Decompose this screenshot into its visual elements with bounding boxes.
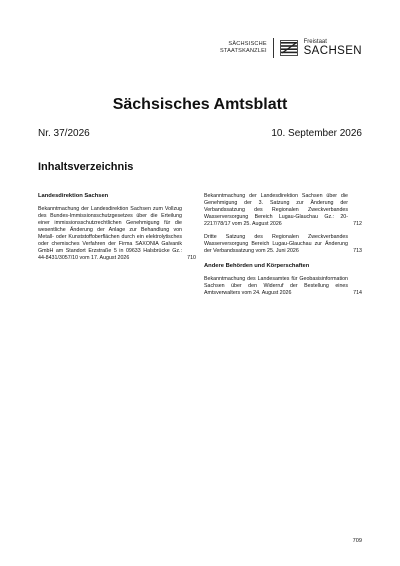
saxony-crest-icon	[280, 40, 298, 56]
kanzlei-line2: STAATSKANZLEI	[219, 48, 267, 54]
issue-date: 10. September 2026	[271, 128, 362, 139]
section-heading-landesdirektion: Landesdirektion Sachsen	[38, 193, 109, 199]
toc-entry-text: Bekanntmachung der Landesdirektion Sachsen zum Vollzug des Bundes-Immissionsschutzgesetzes über die Erteilung einer immissionsschutzrechtlichen Genehmigung für die wesentliche Änderung der Anlage zur Behandlung von Metall- oder Kunststoffoberflächen durch ein elektrolytisches oder chemisches Verfahren der Firma SAXONIA Galvanik GmbH am Standort Erzstraße 5 in 09633 Halsbrücke Gz.: 44-8431/3057/10 vom 17. August 2026	[38, 206, 182, 261]
header-logo	[220, 38, 362, 58]
toc-entry[interactable]	[204, 234, 362, 255]
page-title: Sächsisches Amtsblatt	[112, 96, 288, 113]
freistaat-sachsen-logo	[304, 39, 362, 57]
freistaat-label: Freistaat	[303, 39, 327, 45]
toc-heading: Inhaltsverzeichnis	[38, 161, 134, 173]
section-heading-andere-behoerden: Andere Behörden und Körperschaften	[204, 263, 310, 269]
issue-line	[38, 128, 362, 139]
logo-divider	[273, 38, 274, 58]
toc-entry-page: 712	[353, 221, 362, 227]
sachsen-label: SACHSEN	[303, 45, 362, 57]
kanzlei-line1: SÄCHSISCHE	[228, 41, 267, 47]
toc-entry-page: 710	[187, 255, 196, 261]
toc-left-column	[38, 193, 196, 268]
staatskanzlei-label	[220, 41, 267, 55]
toc-entry-text: Bekanntmachung der Landesdirektion Sachsen über die Genehmigung der 3. Satzung zur Änderung der Verbandssatzung des Regionalen Zweckverbandes Wasserversorgung Bereich Lugau-Glauchau Gz.: 20-2217/78/17 vom 25. August 2026	[204, 193, 348, 227]
toc-entry-page: 713	[353, 248, 362, 254]
toc-entry-text: Dritte Satzung des Regionalen Zweckverbandes Wasserversorgung Bereich Lugau-Glauchau zur Änderung der Verbandssatzung vom 25. Juni 2026	[204, 234, 348, 254]
toc-entry[interactable]	[204, 276, 362, 297]
toc-right-column	[204, 193, 362, 303]
toc-entry[interactable]	[38, 206, 196, 262]
page-number: 709	[352, 538, 362, 544]
toc-entry-text: Bekanntmachung des Landesamtes für Geobasisinformation Sachsen über den Widerruf der Bestellung eines Amtsverwalters vom 24. August 2026	[204, 276, 348, 296]
toc-entry[interactable]	[204, 193, 362, 228]
toc-entry-page: 714	[353, 290, 362, 296]
issue-number: Nr. 37/2026	[38, 128, 90, 139]
